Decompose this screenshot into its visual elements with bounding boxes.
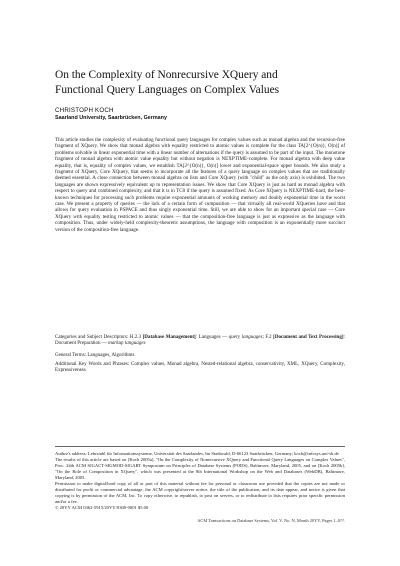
abstract (55, 137, 345, 233)
footnote-results: The results of this article are based on [Koch 2005a], "On the Complexity of Nonrecursive XQuery and Functional Query Languages on Complex Values", Proc. 24th ACM SIGACT-SIGMOD-SIGART Symposium on Principles of Database Systems (PODS), Baltimore, Maryland, 2005, and on [Koch 2005b], "On the Role of Composition in XQuery", which was presented at the 8th International Workshop on the Web and Databases (WebDB), Baltimore, Maryland, 2005. (55, 457, 345, 480)
general-terms-block (55, 352, 345, 358)
author-affiliation: Saarland University, Saarbrücken, Germany (55, 115, 167, 121)
title-line-1: On the Complexity of Nonrecursive XQuery and (55, 69, 278, 81)
footnote-copyright: © 20YY ACM 0362-5915/20YY/0300-0001 $5.00 (55, 505, 149, 510)
categories-block (55, 334, 345, 347)
author-name: CHRISTOPH KOCH (55, 107, 114, 114)
footnote-divider (55, 446, 345, 447)
general-terms: General Terms: Languages, Algorithms (55, 352, 135, 358)
paper-title (55, 68, 355, 97)
abstract-text: This article studies the complexity of evaluating functional query languages for complex values such as monad algebra and the recursion-free fragment of XQuery. We show that monad algebra with equality restricted to atomic values is complete for the class TA[2^{O(n)}, O(n)] of problems solvable in linear exponential time with a linear number of alternations if the query is assumed to be part of the input. The monotone fragment of monad algebra with atomic value equality but without negation is NEXPTIME-complete. For monad algebra with deep value equality, that is, equality of complex values, we establish TA[2^{O(n)}, O(n)] lower and exponential-space upper bounds. We also study a fragment of XQuery, Core XQuery, that seems to incorporate all the features of a query language on complex values that are traditionally deemed essential. A close connection between monad algebra on lists and Core XQuery (with "child" as the only axis) is exhibited. The two languages are shown expressively equivalent up to representation issues. We show that Core XQuery is just as hard as monad algebra with respect to query and combined complexity, and that it is in TC0 if the query is assumed fixed. As Core XQuery is NEXPTIME-hard, the best-known techniques for processing such problems require exponential amounts of working memory and doubly exponential time in the worst case. We present a property of queries — the lack of a certain form of composition — that virtually all real-world XQueries have and that allows for query evaluation in PSPACE and thus singly exponential time. Still, we are able to show for an important special case — Core XQuery with equality testing restricted to atomic values — that the composition-free language is just as expressive as the language with composition. Thus, under widely-held complexity-theoretic assumptions, the language with composition is an exponentially more succinct version of the composition-free language. (55, 137, 345, 233)
title-line-2: Functional Query Languages on Complex Values (55, 83, 280, 96)
footnote-permission: Permission to make digital/hard copy of all or part of this material without fee for personal or classroom use provided that the copies are not made or distributed for profit or commercial advantage, the ACM copyright/server notice, the title of the publication, and its date appear, and notice is given that copying is by permission of the ACM, Inc. To copy otherwise, to republish, to post on servers, or to redistribute to lists requires prior specific permission and/or a fee. (55, 481, 345, 504)
keywords-block (55, 361, 345, 374)
footnote (55, 451, 345, 511)
footnote-address: Author's address: Lehrstuhl für Informationssysteme, Universität des Saarlandes, Im Stadtwald, D-66123 Saarbrücken, Germany; koch@infosys.uni-sb.de (55, 451, 339, 456)
keywords: Additional Key Words and Phrases: Complex values, Monad algebra, Nested-relational algebra, conservativity, XML, XQuery, Complexity, Expressiveness (55, 361, 345, 374)
categories: Categories and Subject Descriptors: H.2.3 [Database Management]: Languages — query languages; F.2 [Document and Text Processing]: Document Preparation — markup languages (55, 334, 345, 347)
running-footer: ACM Transactions on Database Systems, Vol. V, No. N, Month 20YY, Pages 1–0??. (197, 518, 345, 523)
